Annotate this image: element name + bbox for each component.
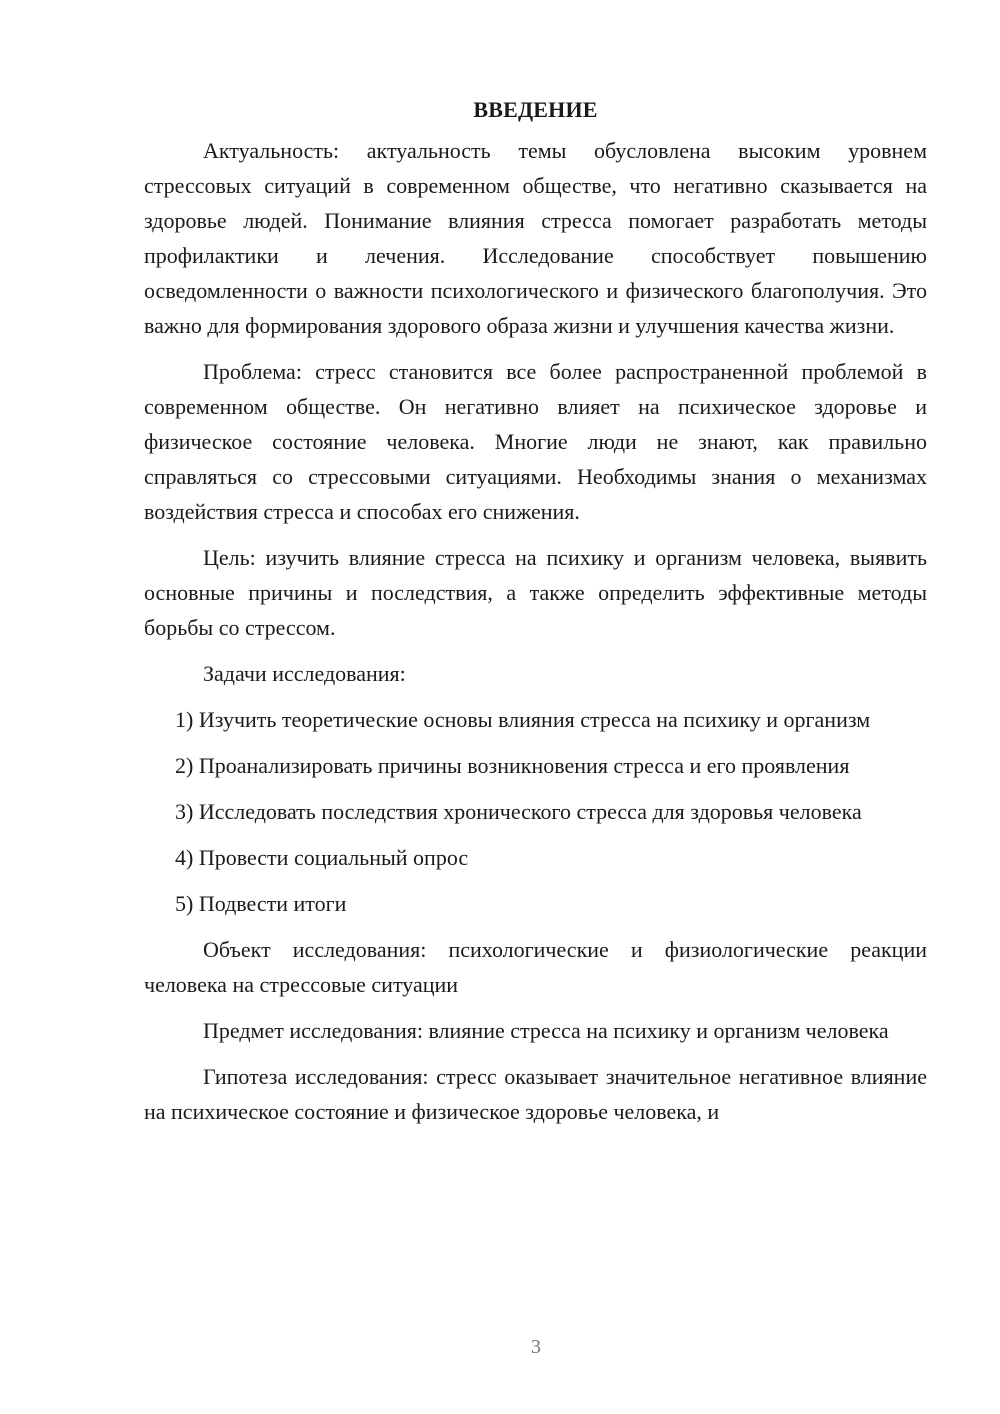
paragraph-subject: Предмет исследования: влияние стресса на психику и организм человека xyxy=(203,1018,889,1043)
task-item-5: 5) Подвести итоги xyxy=(175,891,347,916)
paragraph-relevance: Актуальность: актуальность темы обусловлена высоким уровнем стрессовых ситуаций в современном обществе, что негативно сказывается на здоровье людей. Понимание влияния стресса помогает разработать методы профилактики и лечения. Исследование способствует повышению осведомленности о важности психологического и физического благополучия. Это важно для формирования здорового образа жизни и улучшения качества жизни. xyxy=(144,138,927,338)
page-number: 3 xyxy=(531,1336,541,1358)
section-title: ВВЕДЕНИЕ xyxy=(473,97,598,122)
paragraph-problem: Проблема: стресс становится все более распространенной проблемой в современном обществе. Он негативно влияет на психическое здоровье и физическое состояние человека. Многие люди не знают, как правильно справляться со стрессовыми ситуациями. Необходимы знания о механизмах воздействия стресса и способах его снижения. xyxy=(144,359,927,524)
task-item-1: 1) Изучить теоретические основы влияния стресса на психику и организм xyxy=(175,707,871,732)
tasks-heading: Задачи исследования: xyxy=(203,661,406,686)
task-item-2: 2) Проанализировать причины возникновения стресса и его проявления xyxy=(175,753,850,778)
task-item-3: 3) Исследовать последствия хронического стресса для здоровья человека xyxy=(175,799,862,824)
task-item-4: 4) Провести социальный опрос xyxy=(175,845,469,870)
paragraph-object: Объект исследования: психологические и физиологические реакции человека на стрессовые ситуации xyxy=(144,937,927,997)
paragraph-goal: Цель: изучить влияние стресса на психику и организм человека, выявить основные причины и последствия, а также определить эффективные методы борьбы со стрессом. xyxy=(144,545,927,640)
paragraph-hypothesis: Гипотеза исследования: стресс оказывает значительное негативное влияние на психическое состояние и физическое здоровье человека, и xyxy=(144,1064,927,1124)
document-page xyxy=(144,92,927,1140)
